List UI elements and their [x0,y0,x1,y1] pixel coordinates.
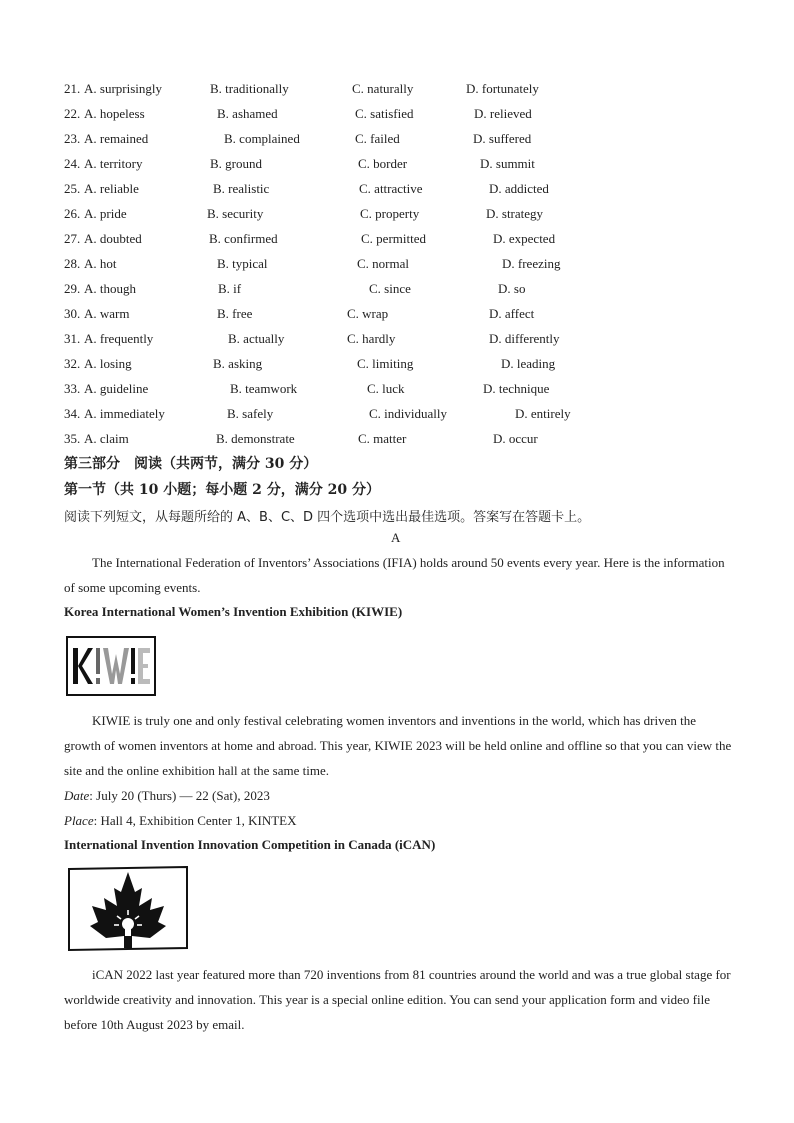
option-b: B. complained [224,131,300,146]
option-b: B. realistic [213,181,270,196]
option-b: B. confirmed [209,231,278,246]
option-b: B. actually [228,331,285,346]
question-number: 22. [64,106,81,121]
question-number: 23. [64,131,81,146]
option-a: A. claim [84,431,129,446]
option-c: C. hardly [347,331,396,346]
date-value: : July 20 (Thurs) — 22 (Sat), 2023 [89,788,270,803]
maple-leaf-icon [66,866,190,952]
option-a: A. frequently [84,331,154,346]
question-row [64,156,664,172]
kiwie-logo-image [66,636,156,696]
option-c: C. normal [357,256,409,271]
option-a: A. surprisingly [84,81,162,96]
question-number: 26. [64,206,81,221]
question-row [64,381,664,397]
option-a: A. territory [84,156,143,171]
option-d: D. summit [480,156,535,171]
question-row [64,406,664,422]
option-c: C. attractive [359,181,423,196]
question-row [64,181,664,197]
option-a: A. losing [84,356,132,371]
option-b: B. demonstrate [216,431,295,446]
option-b: B. ground [210,156,262,171]
instructions: 阅读下列短文，从每题所给的 A、B、C、D 四个选项中选出最佳选项。答案写在答题卡上。 [64,510,591,525]
option-a: A. remained [84,131,149,146]
option-b: B. security [207,206,264,221]
option-c: C. since [369,281,411,296]
kiwie-place [64,813,297,829]
option-c: C. failed [355,131,400,146]
option-d: D. freezing [502,256,561,271]
option-a: A. hot [84,256,117,271]
option-b: B. typical [217,256,268,271]
option-b: B. ashamed [217,106,278,121]
option-d: D. leading [501,356,556,371]
option-d: D. expected [493,231,556,246]
option-b: B. if [218,281,242,296]
option-d: D. affect [489,306,535,321]
question-number: 21. [64,81,81,96]
ican-logo [66,866,190,952]
option-a: A. reliable [84,181,139,196]
option-c: C. permitted [361,231,426,246]
question-row [64,331,664,347]
question-number: 28. [64,256,81,271]
kiwie-title: Korea International Women’s Invention Exhibition (KIWIE) [64,604,403,619]
option-d: D. strategy [486,206,544,221]
kiwie-description: KIWIE is truly one and only festival celebrating women inventors and inventions in the world, which has driven the growth of women inventors at home and abroad. This year, KIWIE 2023 will be held online and offline so that you can view the site and the online exhibition hall at the same time. [64,713,732,778]
option-b: B. asking [213,356,263,371]
option-c: C. luck [367,381,405,396]
option-b: B. free [217,306,253,321]
question-number: 29. [64,281,81,296]
place-label: Place [64,813,94,828]
date-label: Date [64,788,90,803]
question-row [64,281,664,297]
question-number: 27. [64,231,81,246]
option-d: D. fortunately [466,81,539,96]
section-one-title: 第一节（共 10 小题；每小题 2 分，满分 20 分） [64,482,380,498]
question-row [64,81,664,97]
option-c: C. property [360,206,420,221]
ican-description: iCAN 2022 last year featured more than 720 inventions from 81 countries around the world and was a true global stage for worldwide creativity and innovation. This year is a special online edition. You can send your application form and video file before 10th August 2023 by email. [64,967,731,1032]
option-d: D. occur [493,431,538,446]
option-c: C. wrap [347,306,389,321]
option-d: D. differently [489,331,560,346]
question-row [64,356,664,372]
option-b: B. safely [227,406,274,421]
option-d: D. addicted [489,181,549,196]
question-number: 33. [64,381,81,396]
question-number: 25. [64,181,81,196]
option-a: A. doubted [84,231,142,246]
question-number: 24. [64,156,81,171]
option-a: A. though [84,281,136,296]
option-a: A. hopeless [84,106,145,121]
question-row [64,256,664,272]
option-c: C. matter [358,431,407,446]
section-three-title: 第三部分 阅读（共两节，满分 30 分） [64,456,318,472]
question-row [64,106,664,122]
option-c: C. naturally [352,81,414,96]
question-row [64,431,664,447]
question-number: 32. [64,356,81,371]
question-row [64,131,664,147]
ican-title: International Invention Innovation Competition in Canada (iCAN) [64,837,436,852]
option-a: A. immediately [84,406,165,421]
option-c: C. satisfied [355,106,414,121]
option-b: B. teamwork [230,381,298,396]
option-a: A. pride [84,206,127,221]
question-row [64,231,664,247]
passage-letter: A [391,530,401,545]
kiwie-logo [66,636,156,696]
question-number: 31. [64,331,81,346]
question-number: 34. [64,406,81,421]
option-d: D. suffered [473,131,532,146]
option-c: C. border [358,156,408,171]
kiwie-date [64,788,270,804]
option-a: A. warm [84,306,130,321]
option-c: C. individually [369,406,447,421]
question-number: 30. [64,306,81,321]
option-d: D. technique [483,381,550,396]
option-d: D. entirely [515,406,571,421]
option-b: B. traditionally [210,81,289,96]
question-number: 35. [64,431,81,446]
option-d: D. relieved [474,106,532,121]
option-c: C. limiting [357,356,414,371]
place-value: : Hall 4, Exhibition Center 1, KINTEX [93,813,297,828]
option-a: A. guideline [84,381,149,396]
question-row [64,306,664,322]
question-row [64,206,664,222]
intro-paragraph: The International Federation of Inventors’ Associations (IFIA) holds around 50 events every year. Here is the information of some upcoming events. [64,555,725,595]
option-d: D. so [498,281,526,296]
